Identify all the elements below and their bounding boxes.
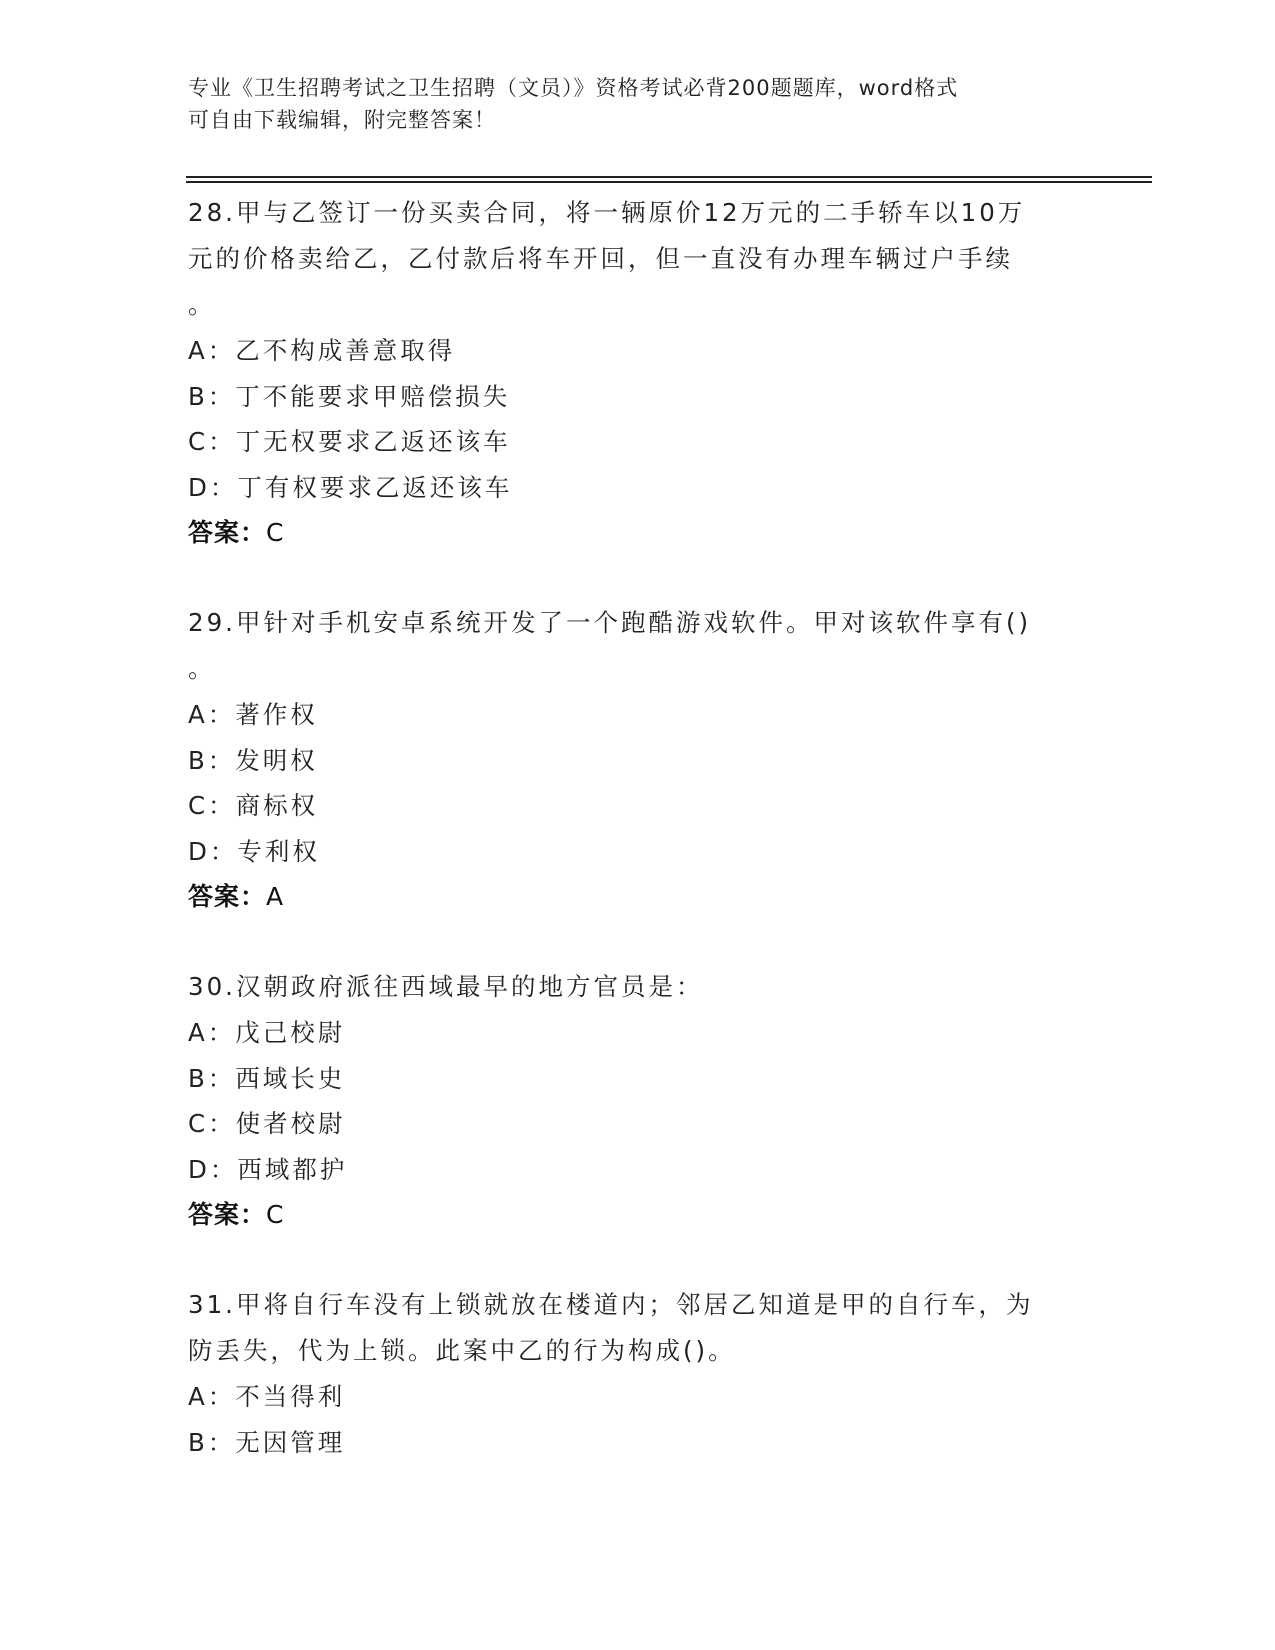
answer-label: 答案： [188,882,267,911]
answer-value: C [266,518,285,547]
option-b: B：西域长史 [188,1063,346,1093]
question-stem-line: 。 [188,290,216,319]
question-29 [188,600,1088,920]
answer-value: C [266,1200,285,1229]
question-list [188,190,1088,1465]
header-line-1: 专业《卫生招聘考试之卫生招聘（文员）》资格考试必背200题题库，word格式 [188,76,959,100]
document-header [188,72,1088,136]
question-stem-line: 29.甲针对手机安卓系统开发了一个跑酷游戏软件。甲对该软件享有() [188,608,1032,637]
question-stem-line: 防丢失，代为上锁。此案中乙的行为构成()。 [188,1336,736,1365]
question-stem-line: 。 [188,654,216,683]
option-b: B：无因管理 [188,1427,346,1457]
question-28 [188,190,1088,556]
answer-value: A [266,882,285,911]
answer-line [188,874,1088,920]
answer-line [188,510,1088,556]
option-a: A：著作权 [188,700,318,729]
question-30 [188,964,1088,1238]
question-31 [188,1282,1088,1465]
question-stem-line: 元的价格卖给乙，乙付款后将车开回，但一直没有办理车辆过户手续 [188,244,1013,273]
header-line-2: 可自由下载编辑，附完整答案！ [188,108,496,132]
header-divider-bottom [186,181,1152,183]
option-b: B：发明权 [188,745,318,775]
option-a: A：乙不构成善意取得 [188,336,456,365]
option-b: B：丁不能要求甲赔偿损失 [188,381,511,411]
option-a: A：不当得利 [188,1382,346,1411]
spacer [188,556,1088,600]
answer-line [188,1192,1088,1238]
option-c: C：丁无权要求乙返还该车 [188,427,511,456]
option-c: C：使者校尉 [188,1109,346,1138]
spacer [188,920,1088,964]
answer-label: 答案： [188,518,267,547]
option-a: A：戊己校尉 [188,1018,346,1047]
option-d: D：西域都护 [188,1154,348,1184]
question-stem-line: 28.甲与乙签订一份买卖合同，将一辆原价12万元的二手轿车以10万 [188,198,1026,227]
question-stem-line: 30.汉朝政府派往西域最早的地方官员是： [188,972,704,1001]
option-c: C：商标权 [188,791,319,820]
answer-label: 答案： [188,1200,267,1229]
spacer [188,1238,1088,1282]
option-d: D：专利权 [188,836,320,866]
question-stem-line: 31.甲将自行车没有上锁就放在楼道内；邻居乙知道是甲的自行车，为 [188,1290,1034,1319]
header-divider-top [186,176,1152,178]
option-d: D：丁有权要求乙返还该车 [188,472,513,502]
